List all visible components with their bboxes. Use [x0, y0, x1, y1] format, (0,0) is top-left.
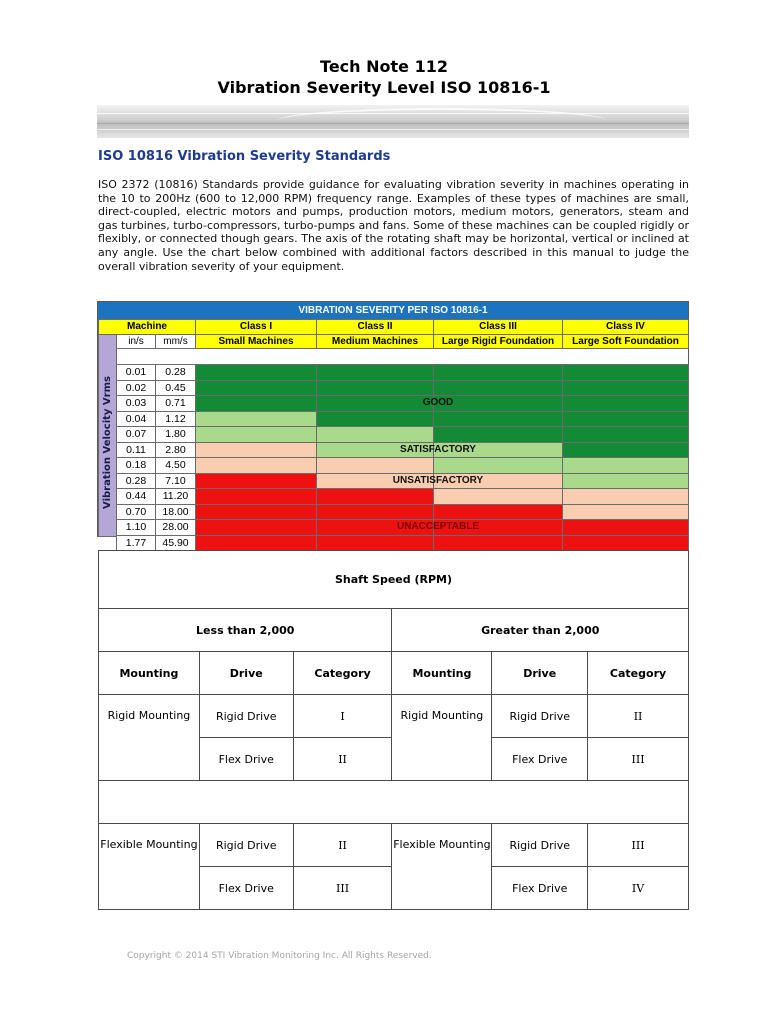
zone-cell — [562, 380, 689, 397]
intro-paragraph: ISO 2372 (10816) Standards provide guidance for evaluating vibration severity in machines operating in the 10 to 200Hz (600 to 12,000 RPM) frequency range. Examples of these types of machines are small, direct-coupled, electric motors and pumps, production motors, medium motors, generators, steam and gas turbines, turbo-compressors, turbo-pumps and fans. Some of these machines can be coupled rigidly or flexibly, or connected though gears. The axis of the rotating shaft may be horizontal, vertical or inclined at any angle. Use the chart below combined with additional factors described in this manual to judge the overall vibration severity of your equipment. — [98, 178, 689, 273]
cell-category: III — [293, 867, 392, 910]
spacer-row — [99, 781, 689, 824]
class-desc-2: Medium Machines — [316, 334, 434, 349]
velocity-mm-s: 45.90 — [155, 535, 196, 552]
zone-cell — [433, 426, 563, 443]
shaft-speed-table — [98, 550, 689, 910]
zone-cell — [316, 488, 434, 505]
velocity-mm-s: 0.71 — [155, 395, 196, 412]
zone-cell — [562, 364, 689, 381]
cell-category: I — [293, 695, 392, 738]
zone-cell — [433, 411, 563, 428]
zone-cell — [433, 535, 563, 552]
cell-flexible-mounting-left: Flexible Mounting — [99, 824, 200, 910]
zone-cell — [433, 380, 563, 397]
col-category-right: Category — [588, 652, 689, 695]
zone-cell — [195, 473, 317, 490]
zone-cell — [433, 488, 563, 505]
zone-cell — [195, 426, 317, 443]
col-mounting-right: Mounting — [392, 652, 492, 695]
velocity-in-s: 1.77 — [116, 535, 156, 552]
zone-cell — [562, 504, 689, 521]
velocity-in-s: 0.18 — [116, 457, 156, 474]
class-desc-1: Small Machines — [195, 334, 317, 349]
group-greater-than-2000: Greater than 2,000 — [392, 609, 689, 652]
velocity-in-s: 0.01 — [116, 364, 156, 381]
cell-flexible-mounting-right: Flexible Mounting — [392, 824, 492, 910]
zone-cell — [562, 411, 689, 428]
zone-cell — [562, 473, 689, 490]
zone-cell — [316, 426, 434, 443]
zone-cell — [316, 411, 434, 428]
velocity-mm-s: 11.20 — [155, 488, 196, 505]
velocity-mm-s: 0.28 — [155, 364, 196, 381]
cell-flex-drive: Flex Drive — [492, 867, 588, 910]
class-header-3: Class III — [433, 319, 563, 335]
class-desc-3: Large Rigid Foundation — [433, 334, 563, 349]
velocity-in-s: 0.04 — [116, 411, 156, 428]
velocity-in-s: 0.11 — [116, 442, 156, 459]
zone-cell — [195, 535, 317, 552]
zone-cell — [562, 457, 689, 474]
zone-cell — [316, 380, 434, 397]
zone-label-unacceptable: UNACCEPTABLE — [396, 521, 480, 532]
velocity-mm-s: 1.80 — [155, 426, 196, 443]
zone-cell — [195, 380, 317, 397]
zone-cell — [316, 535, 434, 552]
zone-cell — [195, 504, 317, 521]
cell-category: IV — [588, 867, 689, 910]
cell-flex-drive: Flex Drive — [492, 738, 588, 781]
velocity-in-s: 0.07 — [116, 426, 156, 443]
decorative-banner — [97, 105, 689, 138]
velocity-mm-s: 2.80 — [155, 442, 196, 459]
group-less-than-2000: Less than 2,000 — [99, 609, 392, 652]
class-desc-4: Large Soft Foundation — [562, 334, 689, 349]
zone-label-good: GOOD — [422, 397, 454, 408]
velocity-mm-s: 0.45 — [155, 380, 196, 397]
cell-rigid-drive: Rigid Drive — [492, 695, 588, 738]
zone-cell — [562, 442, 689, 459]
velocity-in-s: 0.28 — [116, 473, 156, 490]
cell-rigid-drive: Rigid Drive — [492, 824, 588, 867]
col-mounting-left: Mounting — [99, 652, 200, 695]
zone-cell — [195, 395, 317, 412]
velocity-mm-s: 1.12 — [155, 411, 196, 428]
zone-label-unsatisfactory: UNSATISFACTORY — [392, 474, 484, 486]
velocity-mm-s: 28.00 — [155, 519, 196, 536]
cell-flex-drive: Flex Drive — [199, 867, 293, 910]
zone-cell — [195, 488, 317, 505]
cell-rigid-mounting-right: Rigid Mounting — [392, 695, 492, 781]
zone-cell — [195, 411, 317, 428]
class-header-1: Class I — [195, 319, 317, 335]
unit-in-s: in/s — [116, 334, 156, 349]
zone-cell — [195, 442, 317, 459]
title-line-1: Tech Note 112 — [320, 57, 448, 76]
severity-chart-title: VIBRATION SEVERITY PER ISO 10816-1 — [98, 302, 688, 319]
cell-rigid-drive: Rigid Drive — [199, 695, 293, 738]
shaft-table-title: Shaft Speed (RPM) — [99, 551, 689, 609]
cell-category: II — [293, 824, 392, 867]
copyright-text: Copyright © 2014 STI Vibration Monitoring Inc. All Rights Reserved. — [127, 951, 432, 961]
velocity-in-s: 0.44 — [116, 488, 156, 505]
unit-mm-s: mm/s — [155, 334, 196, 349]
velocity-mm-s: 4.50 — [155, 457, 196, 474]
zone-cell — [433, 504, 563, 521]
velocity-mm-s: 18.00 — [155, 504, 196, 521]
col-drive-right: Drive — [492, 652, 588, 695]
title-line-2: Vibration Severity Level ISO 10816-1 — [217, 78, 551, 97]
section-heading: ISO 10816 Vibration Severity Standards — [98, 149, 391, 164]
zone-cell — [562, 426, 689, 443]
cell-rigid-drive: Rigid Drive — [199, 824, 293, 867]
zone-cell — [316, 364, 434, 381]
velocity-in-s: 0.02 — [116, 380, 156, 397]
zone-cell — [433, 457, 563, 474]
zone-cell — [562, 488, 689, 505]
class-header-2: Class II — [316, 319, 434, 335]
zone-cell — [195, 364, 317, 381]
velocity-in-s: 1.10 — [116, 519, 156, 536]
severity-chart — [97, 301, 689, 549]
side-axis-label: Vibration Velocity Vrms — [101, 376, 113, 509]
zone-cell — [316, 504, 434, 521]
cell-flex-drive: Flex Drive — [199, 738, 293, 781]
cell-category: III — [588, 824, 689, 867]
cell-rigid-mounting-left: Rigid Mounting — [99, 695, 200, 781]
zone-cell — [195, 457, 317, 474]
cell-category: II — [588, 695, 689, 738]
col-drive-left: Drive — [199, 652, 293, 695]
velocity-mm-s: 7.10 — [155, 473, 196, 490]
velocity-in-s: 0.03 — [116, 395, 156, 412]
class-header-4: Class IV — [562, 319, 689, 335]
page-title — [0, 56, 768, 98]
zone-cell — [195, 519, 317, 536]
zone-cell — [562, 535, 689, 552]
zone-cell — [433, 364, 563, 381]
velocity-in-s: 0.70 — [116, 504, 156, 521]
cell-category: II — [293, 738, 392, 781]
zone-label-satisfactory: SATISFACTORY — [400, 443, 476, 455]
col-category-left: Category — [293, 652, 392, 695]
zone-cell — [562, 395, 689, 412]
cell-category: III — [588, 738, 689, 781]
severity-grid — [98, 319, 688, 549]
zone-cell — [316, 457, 434, 474]
machine-header: Machine — [98, 319, 196, 335]
zone-cell — [562, 519, 689, 536]
